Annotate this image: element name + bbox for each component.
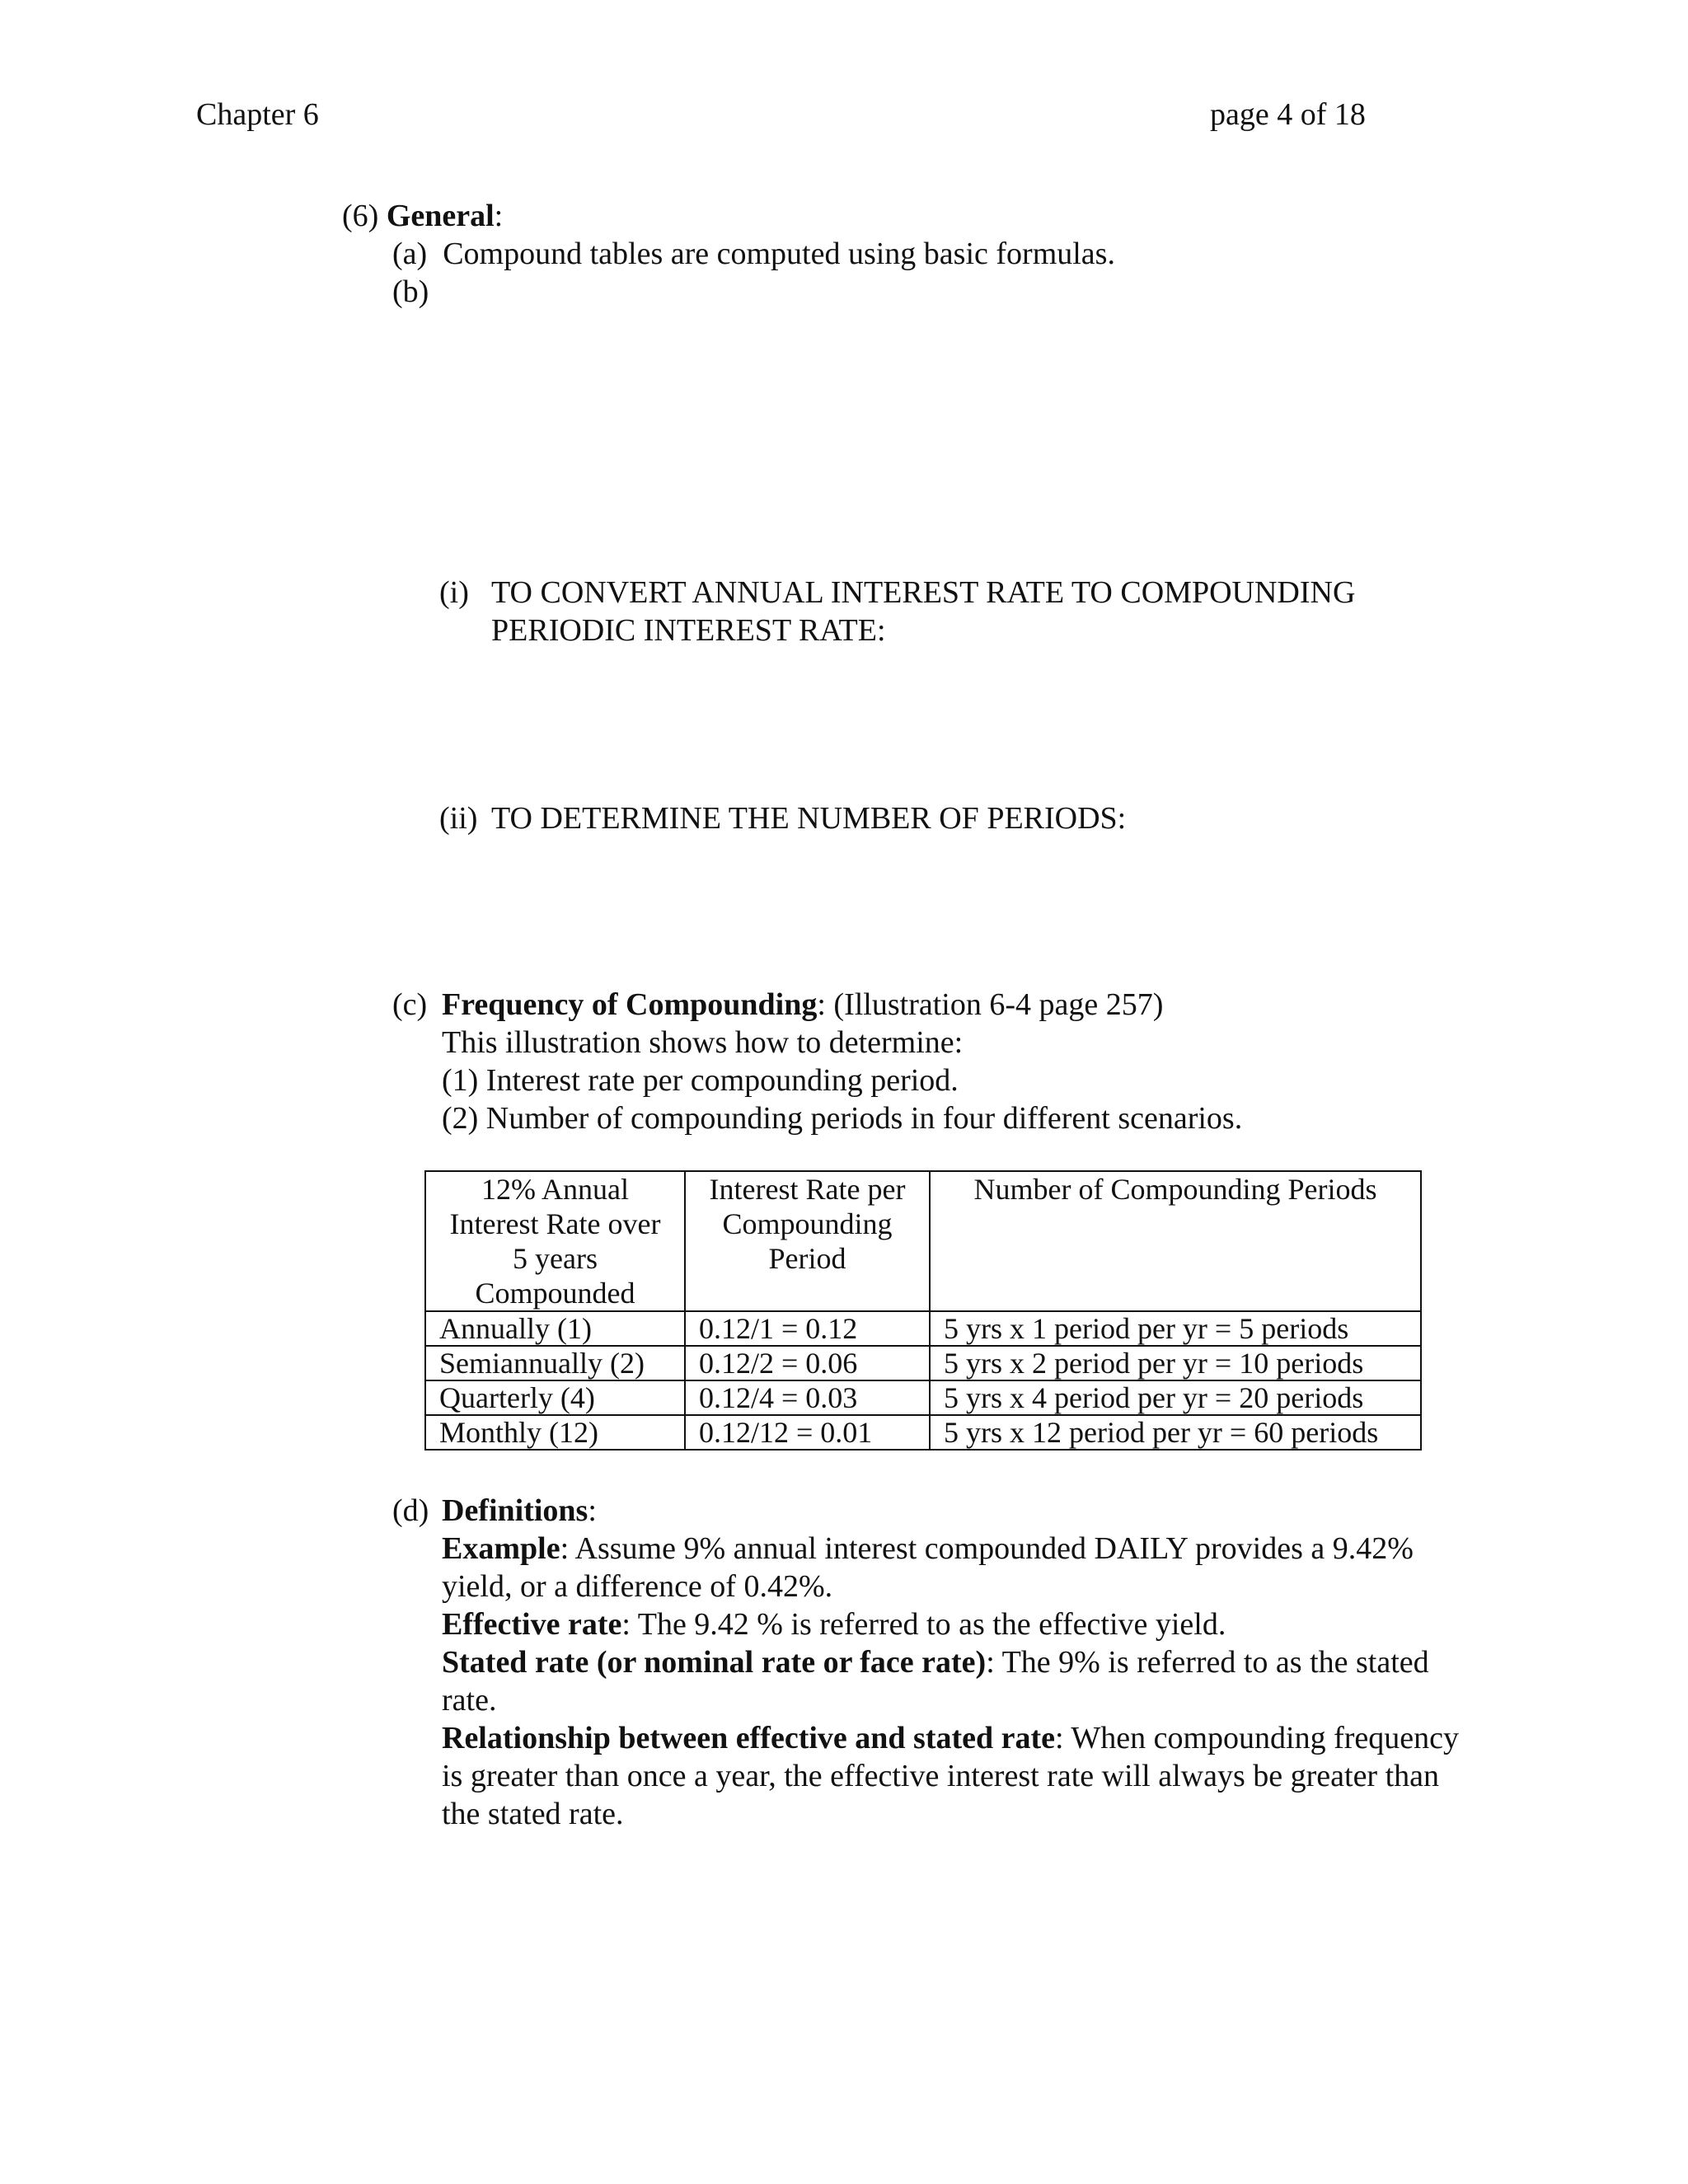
item-ii-text: TO DETERMINE THE NUMBER OF PERIODS: xyxy=(491,801,1127,836)
section-6-colon: : xyxy=(494,199,504,233)
table-cell: Monthly (12) xyxy=(425,1415,685,1450)
definitions-block xyxy=(442,1492,1480,1833)
item-b-marker: (b) xyxy=(392,274,429,309)
stated-rate-text: : The 9% is referred to as the stated rate. xyxy=(442,1645,1429,1718)
item-c-title: Frequency of Compounding xyxy=(442,987,818,1022)
table-cell: Semiannually (2) xyxy=(425,1346,685,1380)
definitions-heading xyxy=(442,1492,1480,1530)
header-chapter: Chapter 6 xyxy=(196,97,319,132)
item-c-title-rest: : (Illustration 6-4 page 257) xyxy=(817,987,1164,1022)
table-cell: Annually (1) xyxy=(425,1311,685,1346)
table-row xyxy=(425,1415,1421,1450)
item-c-line2: (1) Interest rate per compounding period. xyxy=(442,1063,959,1098)
table-header-row xyxy=(425,1171,1421,1311)
stated-rate-label: Stated rate (or nominal rate or face rate) xyxy=(442,1645,987,1680)
table-cell: Quarterly (4) xyxy=(425,1380,685,1415)
relationship-label: Relationship between effective and stated rate xyxy=(442,1721,1056,1755)
item-i-line2: PERIODIC INTEREST RATE: xyxy=(491,613,886,648)
item-a-marker: (a) xyxy=(392,237,428,271)
table-cell: 5 yrs x 4 period per yr = 20 periods xyxy=(930,1380,1421,1415)
table-cell: 0.12/2 = 0.06 xyxy=(685,1346,930,1380)
definition-relationship xyxy=(442,1719,1480,1833)
item-i-marker: (i) xyxy=(439,575,469,610)
item-a xyxy=(392,235,1115,273)
effective-rate-label: Effective rate xyxy=(442,1607,622,1642)
definitions-colon: : xyxy=(588,1493,597,1528)
table-cell: 0.12/1 = 0.12 xyxy=(685,1311,930,1346)
example-text: : Assume 9% annual interest compounded DAILY provides a 9.42% yield, or a difference of 0.42%. xyxy=(442,1531,1414,1604)
relationship-text: : When compounding frequency is greater than once a year, the effective interest rate will always be greater than the stated rate. xyxy=(442,1721,1460,1831)
table-row xyxy=(425,1346,1421,1380)
table-row xyxy=(425,1380,1421,1415)
table-header-cell: Interest Rate per Compounding Period xyxy=(685,1171,930,1311)
table-cell: 0.12/4 = 0.03 xyxy=(685,1380,930,1415)
header-page-number: page 4 of 18 xyxy=(1210,97,1366,132)
item-c-line3: (2) Number of compounding periods in four different scenarios. xyxy=(442,1101,1243,1136)
item-i-line1: TO CONVERT ANNUAL INTEREST RATE TO COMPOUNDING xyxy=(491,575,1356,610)
definitions-title: Definitions xyxy=(442,1493,588,1528)
item-a-text: Compound tables are computed using basic formulas. xyxy=(443,237,1115,271)
item-c-line1: This illustration shows how to determine: xyxy=(442,1025,964,1060)
definition-example xyxy=(442,1530,1480,1605)
table-cell: 0.12/12 = 0.01 xyxy=(685,1415,930,1450)
table-cell: 5 yrs x 1 period per yr = 5 periods xyxy=(930,1311,1421,1346)
table-header-cell: 12% Annual Interest Rate over 5 years Compounded xyxy=(425,1171,685,1311)
definition-stated-rate xyxy=(442,1643,1480,1719)
table-cell: 5 yrs x 2 period per yr = 10 periods xyxy=(930,1346,1421,1380)
table-row xyxy=(425,1311,1421,1346)
item-d-marker: (d) xyxy=(392,1493,429,1528)
example-label: Example xyxy=(442,1531,560,1566)
effective-rate-text: : The 9.42 % is referred to as the effective yield. xyxy=(621,1607,1226,1642)
item-ii-marker: (ii) xyxy=(439,801,478,836)
section-6-heading xyxy=(342,197,503,235)
section-6-title: General xyxy=(386,199,495,233)
table-cell: 5 yrs x 12 period per yr = 60 periods xyxy=(930,1415,1421,1450)
definition-effective-rate xyxy=(442,1605,1480,1643)
item-c-heading xyxy=(442,986,1163,1024)
item-c-marker: (c) xyxy=(392,987,428,1022)
table-header-cell: Number of Compounding Periods xyxy=(930,1171,1421,1311)
section-6-number: (6) xyxy=(342,199,379,233)
compounding-table xyxy=(424,1170,1422,1451)
